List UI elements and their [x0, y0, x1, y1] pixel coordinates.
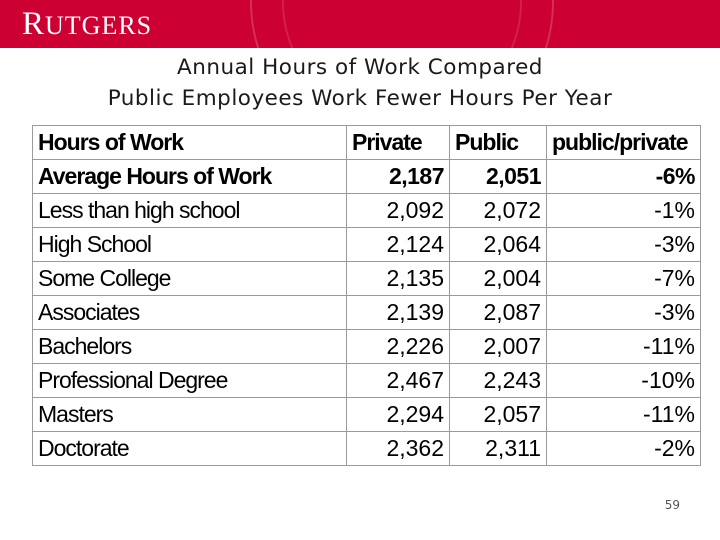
slide-title [0, 52, 720, 114]
table-row [33, 398, 701, 432]
row-private: 2,187 [347, 160, 450, 194]
row-public: 2,243 [450, 364, 547, 398]
title-line-2: Public Employees Work Fewer Hours Per Year [107, 86, 613, 111]
row-ratio: -3% [547, 228, 701, 262]
row-label: Bachelors [33, 330, 347, 364]
table-row [33, 330, 701, 364]
row-label: Some College [33, 262, 347, 296]
row-public: 2,057 [450, 398, 547, 432]
table-header-row [33, 126, 701, 160]
row-private: 2,124 [347, 228, 450, 262]
row-label: Professional Degree [33, 364, 347, 398]
row-private: 2,226 [347, 330, 450, 364]
table-row [33, 262, 701, 296]
row-ratio: -3% [547, 296, 701, 330]
row-label: Associates [33, 296, 347, 330]
header-public: Public [450, 126, 547, 160]
row-ratio: -6% [547, 160, 701, 194]
row-public: 2,072 [450, 194, 547, 228]
row-ratio: -11% [547, 398, 701, 432]
header-private: Private [347, 126, 450, 160]
row-private: 2,135 [347, 262, 450, 296]
row-label: Less than high school [33, 194, 347, 228]
rutgers-logo: RUTGERS [22, 6, 153, 42]
row-private: 2,467 [347, 364, 450, 398]
table-row [33, 296, 701, 330]
header-public-private: public/private [547, 126, 701, 160]
row-public: 2,004 [450, 262, 547, 296]
row-ratio: -10% [547, 364, 701, 398]
row-public: 2,007 [450, 330, 547, 364]
row-ratio: -2% [547, 432, 701, 466]
row-public: 2,064 [450, 228, 547, 262]
row-ratio: -1% [547, 194, 701, 228]
row-private: 2,139 [347, 296, 450, 330]
row-private: 2,294 [347, 398, 450, 432]
table-row [33, 432, 701, 466]
page-number: 59 [664, 498, 680, 512]
row-label: Masters [33, 398, 347, 432]
table-row [33, 228, 701, 262]
table-row [33, 160, 701, 194]
row-label: Doctorate [33, 432, 347, 466]
seal-watermark-inner [282, 0, 522, 48]
row-public: 2,087 [450, 296, 547, 330]
row-label: Average Hours of Work [33, 160, 347, 194]
row-private: 2,362 [347, 432, 450, 466]
hours-table [32, 125, 701, 466]
row-public: 2,311 [450, 432, 547, 466]
row-ratio: -7% [547, 262, 701, 296]
row-ratio: -11% [547, 330, 701, 364]
row-private: 2,092 [347, 194, 450, 228]
table-row [33, 194, 701, 228]
header-banner [0, 0, 720, 48]
table-row [33, 364, 701, 398]
row-label: High School [33, 228, 347, 262]
row-public: 2,051 [450, 160, 547, 194]
title-line-1: Annual Hours of Work Compared [177, 55, 543, 80]
header-hours-of-work: Hours of Work [33, 126, 347, 160]
